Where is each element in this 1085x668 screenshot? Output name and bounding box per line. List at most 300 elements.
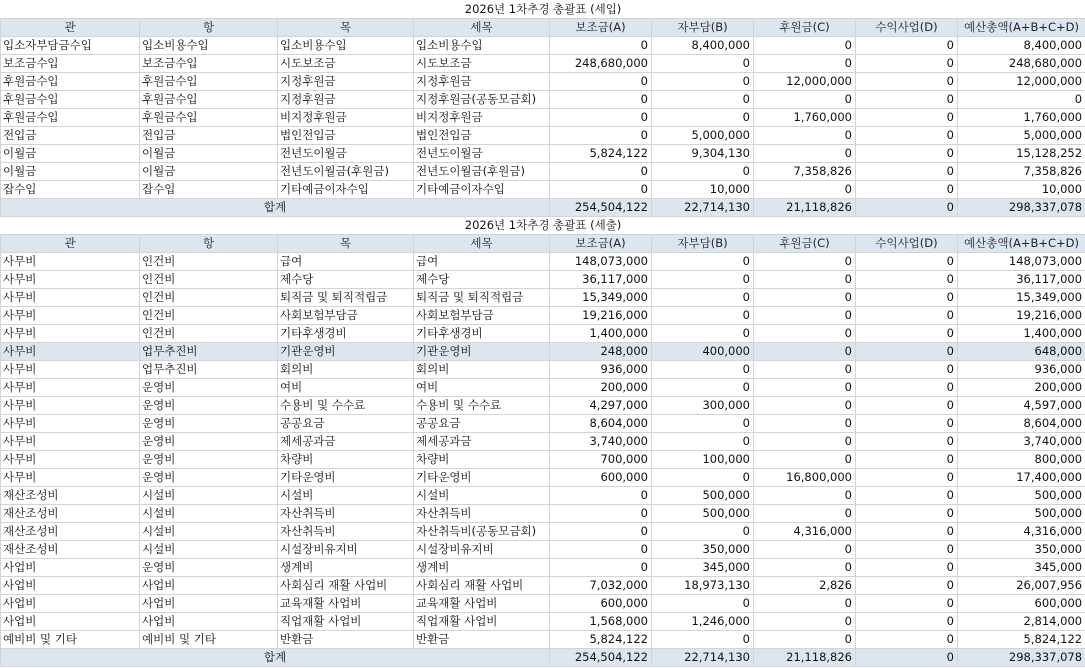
profit-business-cell[interactable]: 0 [856, 361, 958, 379]
budget-total-cell[interactable]: 15,349,000 [958, 289, 1085, 307]
mok-cell[interactable]: 전년도이월금(후원금) [278, 163, 414, 181]
semok-cell[interactable]: 교육재활 사업비 [414, 595, 550, 613]
self-burden-cell[interactable]: 0 [652, 109, 754, 127]
hang-cell[interactable]: 인건비 [140, 253, 278, 271]
gwan-cell[interactable]: 보조금수입 [1, 55, 140, 73]
gwan-cell[interactable]: 사무비 [1, 451, 140, 469]
mok-cell[interactable]: 시도보조금 [278, 55, 414, 73]
donation-cell[interactable]: 4,316,000 [754, 523, 856, 541]
hang-cell[interactable]: 시설비 [140, 487, 278, 505]
self-burden-cell[interactable]: 0 [652, 289, 754, 307]
semok-cell[interactable]: 시도보조금 [414, 55, 550, 73]
column-header[interactable]: 수익사업(D) [856, 235, 958, 253]
profit-business-cell[interactable]: 0 [856, 145, 958, 163]
gwan-cell[interactable]: 사무비 [1, 271, 140, 289]
donation-cell[interactable]: 0 [754, 271, 856, 289]
profit-business-cell[interactable]: 0 [856, 415, 958, 433]
subsidy-cell[interactable]: 0 [550, 505, 652, 523]
hang-cell[interactable]: 운영비 [140, 451, 278, 469]
self-burden-cell[interactable]: 0 [652, 415, 754, 433]
self-burden-cell[interactable]: 500,000 [652, 505, 754, 523]
semok-cell[interactable]: 비지정후원금 [414, 109, 550, 127]
self-burden-cell[interactable]: 400,000 [652, 343, 754, 361]
subsidy-cell[interactable]: 700,000 [550, 451, 652, 469]
profit-business-cell[interactable]: 0 [856, 271, 958, 289]
hang-cell[interactable]: 이월금 [140, 145, 278, 163]
gwan-cell[interactable]: 후원금수입 [1, 73, 140, 91]
gwan-cell[interactable]: 후원금수입 [1, 109, 140, 127]
mok-cell[interactable]: 기타예금이자수입 [278, 181, 414, 199]
mok-cell[interactable]: 기타후생경비 [278, 325, 414, 343]
gwan-cell[interactable]: 재산조성비 [1, 505, 140, 523]
budget-total-cell[interactable]: 4,316,000 [958, 523, 1085, 541]
budget-total-cell[interactable]: 345,000 [958, 559, 1085, 577]
column-header[interactable]: 수익사업(D) [856, 19, 958, 37]
self-burden-cell[interactable]: 22,714,130 [652, 199, 754, 217]
gwan-cell[interactable]: 이월금 [1, 145, 140, 163]
semok-cell[interactable]: 기타운영비 [414, 469, 550, 487]
self-burden-cell[interactable]: 300,000 [652, 397, 754, 415]
mok-cell[interactable]: 시설장비유지비 [278, 541, 414, 559]
self-burden-cell[interactable]: 500,000 [652, 487, 754, 505]
budget-total-cell[interactable]: 500,000 [958, 505, 1085, 523]
self-burden-cell[interactable]: 1,246,000 [652, 613, 754, 631]
profit-business-cell[interactable]: 0 [856, 451, 958, 469]
donation-cell[interactable]: 0 [754, 559, 856, 577]
column-header[interactable]: 목 [278, 235, 414, 253]
semok-cell[interactable]: 전년도이월금 [414, 145, 550, 163]
self-burden-cell[interactable]: 350,000 [652, 541, 754, 559]
mok-cell[interactable]: 입소비용수입 [278, 37, 414, 55]
subsidy-cell[interactable]: 19,216,000 [550, 307, 652, 325]
profit-business-cell[interactable]: 0 [856, 613, 958, 631]
subsidy-cell[interactable]: 600,000 [550, 595, 652, 613]
self-burden-cell[interactable]: 5,000,000 [652, 127, 754, 145]
budget-total-cell[interactable]: 1,760,000 [958, 109, 1085, 127]
hang-cell[interactable]: 운영비 [140, 415, 278, 433]
donation-cell[interactable]: 0 [754, 289, 856, 307]
semok-cell[interactable]: 전년도이월금(후원금) [414, 163, 550, 181]
donation-cell[interactable]: 7,358,826 [754, 163, 856, 181]
total-label[interactable]: 합계 [1, 649, 550, 667]
subsidy-cell[interactable]: 0 [550, 163, 652, 181]
hang-cell[interactable]: 후원금수입 [140, 91, 278, 109]
budget-total-cell[interactable]: 12,000,000 [958, 73, 1085, 91]
column-header[interactable]: 관 [1, 235, 140, 253]
budget-total-cell[interactable]: 800,000 [958, 451, 1085, 469]
gwan-cell[interactable]: 입소자부담금수입 [1, 37, 140, 55]
donation-cell[interactable]: 0 [754, 613, 856, 631]
budget-total-cell[interactable]: 200,000 [958, 379, 1085, 397]
profit-business-cell[interactable]: 0 [856, 127, 958, 145]
semok-cell[interactable]: 기타예금이자수입 [414, 181, 550, 199]
column-header[interactable]: 세목 [414, 19, 550, 37]
semok-cell[interactable]: 제세공과금 [414, 433, 550, 451]
hang-cell[interactable]: 전입금 [140, 127, 278, 145]
subsidy-cell[interactable]: 7,032,000 [550, 577, 652, 595]
semok-cell[interactable]: 자산취득비 [414, 505, 550, 523]
gwan-cell[interactable]: 이월금 [1, 163, 140, 181]
subsidy-cell[interactable]: 5,824,122 [550, 631, 652, 649]
donation-cell[interactable]: 0 [754, 127, 856, 145]
profit-business-cell[interactable]: 0 [856, 325, 958, 343]
subsidy-cell[interactable]: 0 [550, 181, 652, 199]
budget-total-cell[interactable]: 350,000 [958, 541, 1085, 559]
mok-cell[interactable]: 제수당 [278, 271, 414, 289]
profit-business-cell[interactable]: 0 [856, 523, 958, 541]
donation-cell[interactable]: 0 [754, 415, 856, 433]
self-burden-cell[interactable]: 0 [652, 91, 754, 109]
hang-cell[interactable]: 업무추진비 [140, 361, 278, 379]
column-header[interactable]: 후원금(C) [754, 19, 856, 37]
mok-cell[interactable]: 직업재활 사업비 [278, 613, 414, 631]
subsidy-cell[interactable]: 0 [550, 37, 652, 55]
self-burden-cell[interactable]: 10,000 [652, 181, 754, 199]
column-header[interactable]: 후원금(C) [754, 235, 856, 253]
column-header[interactable]: 관 [1, 19, 140, 37]
gwan-cell[interactable]: 사무비 [1, 343, 140, 361]
gwan-cell[interactable]: 예비비 및 기타 [1, 631, 140, 649]
subsidy-cell[interactable]: 5,824,122 [550, 145, 652, 163]
semok-cell[interactable]: 입소비용수입 [414, 37, 550, 55]
mok-cell[interactable]: 사회보험부담금 [278, 307, 414, 325]
mok-cell[interactable]: 급여 [278, 253, 414, 271]
donation-cell[interactable]: 0 [754, 487, 856, 505]
subsidy-cell[interactable]: 4,297,000 [550, 397, 652, 415]
donation-cell[interactable]: 16,800,000 [754, 469, 856, 487]
total-label[interactable]: 합계 [1, 199, 550, 217]
semok-cell[interactable]: 법인전입금 [414, 127, 550, 145]
profit-business-cell[interactable]: 0 [856, 343, 958, 361]
column-header[interactable]: 항 [140, 19, 278, 37]
profit-business-cell[interactable]: 0 [856, 487, 958, 505]
self-burden-cell[interactable]: 22,714,130 [652, 649, 754, 667]
hang-cell[interactable]: 운영비 [140, 559, 278, 577]
budget-total-cell[interactable]: 5,000,000 [958, 127, 1085, 145]
gwan-cell[interactable]: 후원금수입 [1, 91, 140, 109]
subsidy-cell[interactable]: 3,740,000 [550, 433, 652, 451]
donation-cell[interactable]: 2,826 [754, 577, 856, 595]
column-header[interactable]: 보조금(A) [550, 235, 652, 253]
donation-cell[interactable]: 0 [754, 541, 856, 559]
hang-cell[interactable]: 사업비 [140, 577, 278, 595]
semok-cell[interactable]: 제수당 [414, 271, 550, 289]
donation-cell[interactable]: 0 [754, 343, 856, 361]
column-header[interactable]: 자부담(B) [652, 19, 754, 37]
mok-cell[interactable]: 회의비 [278, 361, 414, 379]
budget-total-cell[interactable]: 4,597,000 [958, 397, 1085, 415]
semok-cell[interactable]: 생계비 [414, 559, 550, 577]
budget-total-cell[interactable]: 600,000 [958, 595, 1085, 613]
subsidy-cell[interactable]: 8,604,000 [550, 415, 652, 433]
mok-cell[interactable]: 수용비 및 수수료 [278, 397, 414, 415]
subsidy-cell[interactable]: 254,504,122 [550, 199, 652, 217]
hang-cell[interactable]: 보조금수입 [140, 55, 278, 73]
mok-cell[interactable]: 전년도이월금 [278, 145, 414, 163]
profit-business-cell[interactable]: 0 [856, 559, 958, 577]
hang-cell[interactable]: 예비비 및 기타 [140, 631, 278, 649]
budget-total-cell[interactable]: 298,337,078 [958, 199, 1085, 217]
hang-cell[interactable]: 잡수입 [140, 181, 278, 199]
profit-business-cell[interactable]: 0 [856, 379, 958, 397]
gwan-cell[interactable]: 사무비 [1, 361, 140, 379]
semok-cell[interactable]: 반환금 [414, 631, 550, 649]
mok-cell[interactable]: 퇴직금 및 퇴직적립금 [278, 289, 414, 307]
hang-cell[interactable]: 인건비 [140, 271, 278, 289]
donation-cell[interactable]: 0 [754, 181, 856, 199]
budget-total-cell[interactable]: 7,358,826 [958, 163, 1085, 181]
donation-cell[interactable]: 0 [754, 595, 856, 613]
subsidy-cell[interactable]: 200,000 [550, 379, 652, 397]
column-header[interactable]: 목 [278, 19, 414, 37]
hang-cell[interactable]: 시설비 [140, 505, 278, 523]
gwan-cell[interactable]: 사무비 [1, 379, 140, 397]
subsidy-cell[interactable]: 600,000 [550, 469, 652, 487]
mok-cell[interactable]: 사회심리 재활 사업비 [278, 577, 414, 595]
donation-cell[interactable]: 0 [754, 379, 856, 397]
self-burden-cell[interactable]: 0 [652, 73, 754, 91]
donation-cell[interactable]: 0 [754, 91, 856, 109]
gwan-cell[interactable]: 사무비 [1, 469, 140, 487]
budget-total-cell[interactable]: 248,680,000 [958, 55, 1085, 73]
hang-cell[interactable]: 인건비 [140, 307, 278, 325]
subsidy-cell[interactable]: 148,073,000 [550, 253, 652, 271]
self-burden-cell[interactable]: 0 [652, 361, 754, 379]
profit-business-cell[interactable]: 0 [856, 163, 958, 181]
donation-cell[interactable]: 0 [754, 253, 856, 271]
semok-cell[interactable]: 사회보험부담금 [414, 307, 550, 325]
column-header[interactable]: 자부담(B) [652, 235, 754, 253]
budget-total-cell[interactable]: 500,000 [958, 487, 1085, 505]
budget-total-cell[interactable]: 15,128,252 [958, 145, 1085, 163]
semok-cell[interactable]: 시설비 [414, 487, 550, 505]
donation-cell[interactable]: 0 [754, 55, 856, 73]
gwan-cell[interactable]: 잡수입 [1, 181, 140, 199]
self-burden-cell[interactable]: 0 [652, 55, 754, 73]
budget-total-cell[interactable]: 19,216,000 [958, 307, 1085, 325]
self-burden-cell[interactable]: 0 [652, 523, 754, 541]
hang-cell[interactable]: 입소비용수입 [140, 37, 278, 55]
donation-cell[interactable]: 12,000,000 [754, 73, 856, 91]
profit-business-cell[interactable]: 0 [856, 469, 958, 487]
mok-cell[interactable]: 지정후원금 [278, 73, 414, 91]
profit-business-cell[interactable]: 0 [856, 631, 958, 649]
hang-cell[interactable]: 후원금수입 [140, 73, 278, 91]
subsidy-cell[interactable]: 0 [550, 487, 652, 505]
self-burden-cell[interactable]: 0 [652, 595, 754, 613]
subsidy-cell[interactable]: 0 [550, 559, 652, 577]
column-header[interactable]: 예산총액(A+B+C+D) [958, 19, 1085, 37]
self-burden-cell[interactable]: 345,000 [652, 559, 754, 577]
budget-total-cell[interactable]: 648,000 [958, 343, 1085, 361]
semok-cell[interactable]: 지정후원금 [414, 73, 550, 91]
donation-cell[interactable]: 0 [754, 325, 856, 343]
mok-cell[interactable]: 기관운영비 [278, 343, 414, 361]
hang-cell[interactable]: 시설비 [140, 523, 278, 541]
self-burden-cell[interactable]: 0 [652, 307, 754, 325]
gwan-cell[interactable]: 재산조성비 [1, 523, 140, 541]
gwan-cell[interactable]: 전입금 [1, 127, 140, 145]
profit-business-cell[interactable]: 0 [856, 307, 958, 325]
profit-business-cell[interactable]: 0 [856, 91, 958, 109]
budget-total-cell[interactable]: 36,117,000 [958, 271, 1085, 289]
donation-cell[interactable]: 0 [754, 505, 856, 523]
gwan-cell[interactable]: 재산조성비 [1, 541, 140, 559]
budget-total-cell[interactable]: 936,000 [958, 361, 1085, 379]
semok-cell[interactable]: 급여 [414, 253, 550, 271]
profit-business-cell[interactable]: 0 [856, 55, 958, 73]
column-header[interactable]: 항 [140, 235, 278, 253]
self-burden-cell[interactable]: 9,304,130 [652, 145, 754, 163]
mok-cell[interactable]: 생계비 [278, 559, 414, 577]
subsidy-cell[interactable]: 0 [550, 109, 652, 127]
donation-cell[interactable]: 21,118,826 [754, 199, 856, 217]
mok-cell[interactable]: 자산취득비 [278, 523, 414, 541]
gwan-cell[interactable]: 사무비 [1, 253, 140, 271]
profit-business-cell[interactable]: 0 [856, 433, 958, 451]
subsidy-cell[interactable]: 15,349,000 [550, 289, 652, 307]
budget-total-cell[interactable]: 8,604,000 [958, 415, 1085, 433]
mok-cell[interactable]: 여비 [278, 379, 414, 397]
mok-cell[interactable]: 자산취득비 [278, 505, 414, 523]
semok-cell[interactable]: 여비 [414, 379, 550, 397]
hang-cell[interactable]: 업무추진비 [140, 343, 278, 361]
budget-total-cell[interactable]: 8,400,000 [958, 37, 1085, 55]
gwan-cell[interactable]: 사무비 [1, 433, 140, 451]
subsidy-cell[interactable]: 248,680,000 [550, 55, 652, 73]
budget-total-cell[interactable]: 26,007,956 [958, 577, 1085, 595]
donation-cell[interactable]: 0 [754, 37, 856, 55]
donation-cell[interactable]: 0 [754, 433, 856, 451]
budget-total-cell[interactable]: 2,814,000 [958, 613, 1085, 631]
profit-business-cell[interactable]: 0 [856, 397, 958, 415]
self-burden-cell[interactable]: 0 [652, 325, 754, 343]
donation-cell[interactable]: 0 [754, 631, 856, 649]
profit-business-cell[interactable]: 0 [856, 37, 958, 55]
gwan-cell[interactable]: 사무비 [1, 307, 140, 325]
mok-cell[interactable]: 기타운영비 [278, 469, 414, 487]
profit-business-cell[interactable]: 0 [856, 577, 958, 595]
budget-total-cell[interactable]: 1,400,000 [958, 325, 1085, 343]
gwan-cell[interactable]: 사무비 [1, 415, 140, 433]
self-burden-cell[interactable]: 100,000 [652, 451, 754, 469]
semok-cell[interactable]: 수용비 및 수수료 [414, 397, 550, 415]
donation-cell[interactable]: 1,760,000 [754, 109, 856, 127]
donation-cell[interactable]: 0 [754, 145, 856, 163]
subsidy-cell[interactable]: 36,117,000 [550, 271, 652, 289]
column-header[interactable]: 보조금(A) [550, 19, 652, 37]
mok-cell[interactable]: 지정후원금 [278, 91, 414, 109]
subsidy-cell[interactable]: 0 [550, 127, 652, 145]
mok-cell[interactable]: 비지정후원금 [278, 109, 414, 127]
hang-cell[interactable]: 운영비 [140, 379, 278, 397]
self-burden-cell[interactable]: 0 [652, 379, 754, 397]
profit-business-cell[interactable]: 0 [856, 199, 958, 217]
self-burden-cell[interactable]: 8,400,000 [652, 37, 754, 55]
gwan-cell[interactable]: 사업비 [1, 613, 140, 631]
subsidy-cell[interactable]: 248,000 [550, 343, 652, 361]
budget-total-cell[interactable]: 298,337,078 [958, 649, 1085, 667]
subsidy-cell[interactable]: 0 [550, 523, 652, 541]
gwan-cell[interactable]: 사무비 [1, 289, 140, 307]
hang-cell[interactable]: 운영비 [140, 397, 278, 415]
column-header[interactable]: 세목 [414, 235, 550, 253]
self-burden-cell[interactable]: 18,973,130 [652, 577, 754, 595]
hang-cell[interactable]: 인건비 [140, 289, 278, 307]
semok-cell[interactable]: 차량비 [414, 451, 550, 469]
self-burden-cell[interactable]: 0 [652, 631, 754, 649]
budget-total-cell[interactable]: 0 [958, 91, 1085, 109]
subsidy-cell[interactable]: 0 [550, 91, 652, 109]
gwan-cell[interactable]: 사무비 [1, 397, 140, 415]
mok-cell[interactable]: 교육재활 사업비 [278, 595, 414, 613]
self-burden-cell[interactable]: 0 [652, 433, 754, 451]
budget-total-cell[interactable]: 5,824,122 [958, 631, 1085, 649]
hang-cell[interactable]: 시설비 [140, 541, 278, 559]
hang-cell[interactable]: 사업비 [140, 595, 278, 613]
donation-cell[interactable]: 0 [754, 307, 856, 325]
subsidy-cell[interactable]: 254,504,122 [550, 649, 652, 667]
budget-total-cell[interactable]: 10,000 [958, 181, 1085, 199]
subsidy-cell[interactable]: 1,568,000 [550, 613, 652, 631]
profit-business-cell[interactable]: 0 [856, 73, 958, 91]
self-burden-cell[interactable]: 0 [652, 469, 754, 487]
budget-total-cell[interactable]: 148,073,000 [958, 253, 1085, 271]
semok-cell[interactable]: 직업재활 사업비 [414, 613, 550, 631]
gwan-cell[interactable]: 사업비 [1, 559, 140, 577]
self-burden-cell[interactable]: 0 [652, 253, 754, 271]
profit-business-cell[interactable]: 0 [856, 109, 958, 127]
hang-cell[interactable]: 운영비 [140, 433, 278, 451]
donation-cell[interactable]: 21,118,826 [754, 649, 856, 667]
column-header[interactable]: 예산총액(A+B+C+D) [958, 235, 1085, 253]
subsidy-cell[interactable]: 936,000 [550, 361, 652, 379]
self-burden-cell[interactable]: 0 [652, 163, 754, 181]
profit-business-cell[interactable]: 0 [856, 289, 958, 307]
donation-cell[interactable]: 0 [754, 361, 856, 379]
semok-cell[interactable]: 기관운영비 [414, 343, 550, 361]
semok-cell[interactable]: 회의비 [414, 361, 550, 379]
semok-cell[interactable]: 지정후원금(공동모금회) [414, 91, 550, 109]
profit-business-cell[interactable]: 0 [856, 541, 958, 559]
semok-cell[interactable]: 자산취득비(공동모금회) [414, 523, 550, 541]
semok-cell[interactable]: 공공요금 [414, 415, 550, 433]
budget-total-cell[interactable]: 3,740,000 [958, 433, 1085, 451]
profit-business-cell[interactable]: 0 [856, 181, 958, 199]
mok-cell[interactable]: 시설비 [278, 487, 414, 505]
subsidy-cell[interactable]: 0 [550, 73, 652, 91]
hang-cell[interactable]: 후원금수입 [140, 109, 278, 127]
gwan-cell[interactable]: 재산조성비 [1, 487, 140, 505]
donation-cell[interactable]: 0 [754, 397, 856, 415]
mok-cell[interactable]: 반환금 [278, 631, 414, 649]
hang-cell[interactable]: 이월금 [140, 163, 278, 181]
semok-cell[interactable]: 기타후생경비 [414, 325, 550, 343]
semok-cell[interactable]: 시설장비유지비 [414, 541, 550, 559]
self-burden-cell[interactable]: 0 [652, 271, 754, 289]
donation-cell[interactable]: 0 [754, 451, 856, 469]
gwan-cell[interactable]: 사업비 [1, 577, 140, 595]
mok-cell[interactable]: 공공요금 [278, 415, 414, 433]
profit-business-cell[interactable]: 0 [856, 505, 958, 523]
subsidy-cell[interactable]: 0 [550, 541, 652, 559]
profit-business-cell[interactable]: 0 [856, 595, 958, 613]
mok-cell[interactable]: 법인전입금 [278, 127, 414, 145]
subsidy-cell[interactable]: 1,400,000 [550, 325, 652, 343]
mok-cell[interactable]: 제세공과금 [278, 433, 414, 451]
semok-cell[interactable]: 사회심리 재활 사업비 [414, 577, 550, 595]
budget-total-cell[interactable]: 17,400,000 [958, 469, 1085, 487]
